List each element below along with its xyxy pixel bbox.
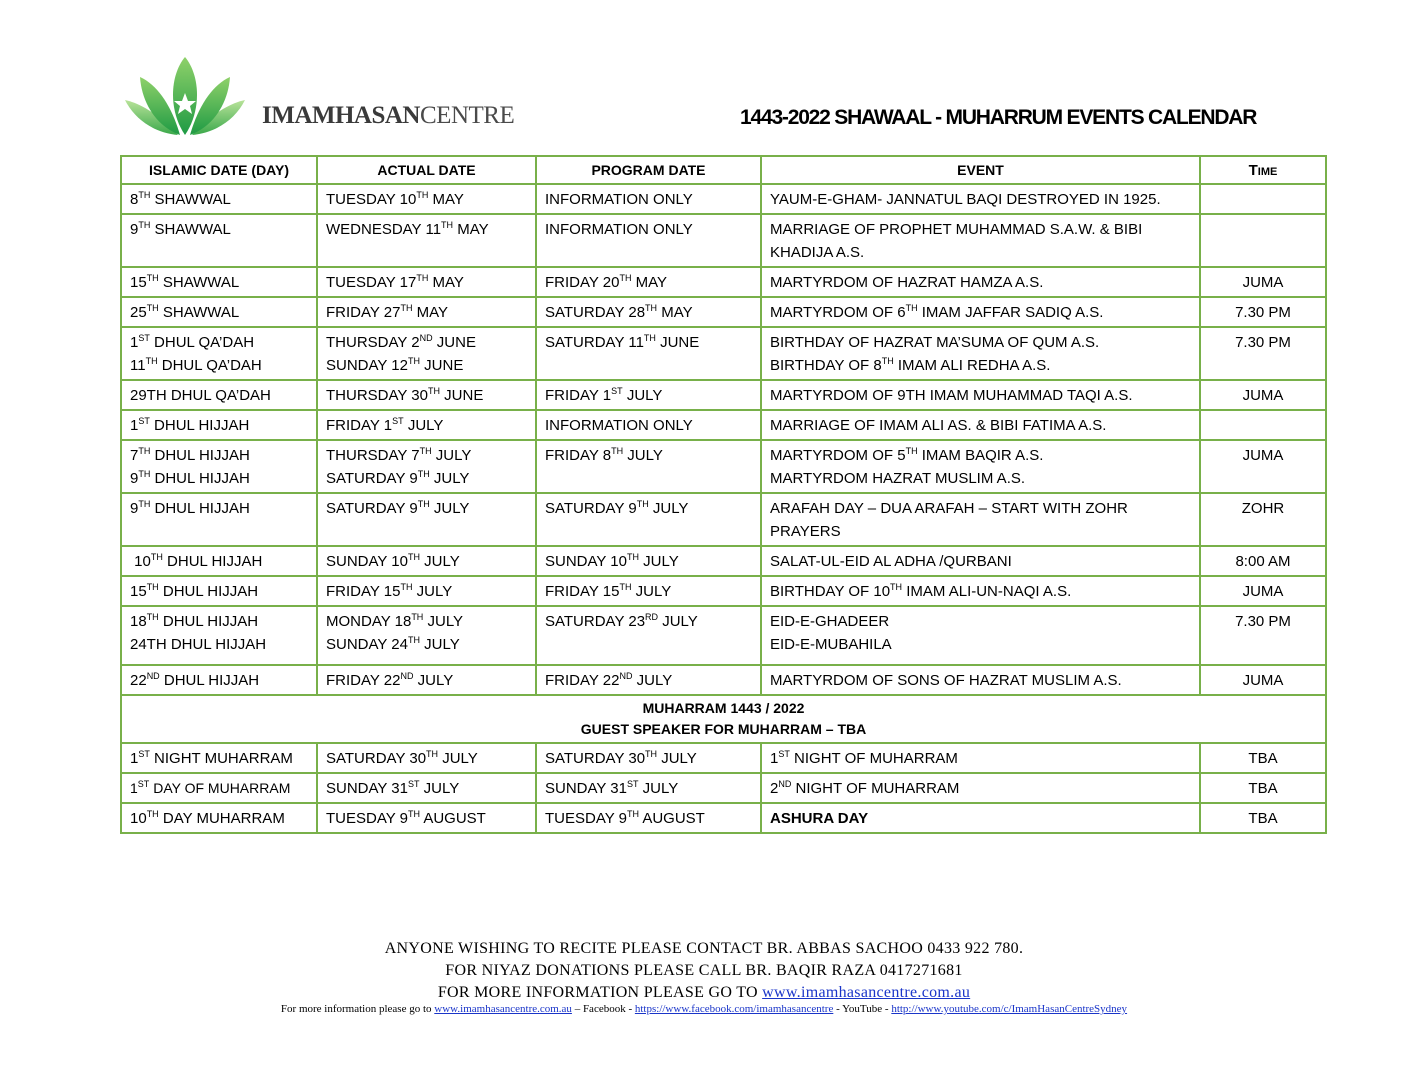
table-row: 29TH DHUL QA’DAH THURSDAY 30TH JUNE FRIDAY 1ST JULY MARTYRDOM OF 9TH IMAM MUHAMMAD TAQI A.S. JUMA <box>121 380 1326 410</box>
footer-niyaz-contact: FOR NIYAZ DONATIONS PLEASE CALL BR. BAQIR RAZA 0417271681 <box>445 962 963 979</box>
youtube-link[interactable]: http://www.youtube.com/c/ImamHasanCentreSydney <box>891 1003 1128 1015</box>
section-row <box>121 695 1326 743</box>
lotus-logo-icon <box>120 55 250 140</box>
footer-links: For more information please go to www.imamhasancentre.com.au – Facebook - https://www.facebook.com/imamhasancentre - YouTube - http://www.youtube.com/c/ImamHasanCentreSydney <box>280 1003 1128 1015</box>
col-header-actual-date: ACTUAL DATE <box>317 156 536 184</box>
table-row: 9TH DHUL HIJJAH SATURDAY 9TH JULY SATURDAY 9TH JULY ARAFAH DAY – DUA ARAFAH – START WITH ZOHR PRAYERS ZOHR <box>121 493 1326 546</box>
footer-more-info: FOR MORE INFORMATION PLEASE GO TO www.imamhasancentre.com.au <box>437 984 971 1001</box>
table-row: 10TH DHUL HIJJAH SUNDAY 10TH JULY SUNDAY 10TH JULY SALAT-UL-EID AL ADHA /QURBANI 8:00 AM <box>121 546 1326 576</box>
table-row: 1ST DAY OF MUHARRAM SUNDAY 31ST JULY SUNDAY 31ST JULY 2ND NIGHT OF MUHARRAM TBA <box>121 773 1326 803</box>
col-header-islamic-date: ISLAMIC DATE (DAY) <box>121 156 317 184</box>
table-row: 9TH SHAWWAL WEDNESDAY 11TH MAY INFORMATION ONLY MARRIAGE OF PROPHET MUHAMMAD S.A.W. & BIBI KHADIJA A.S. <box>121 214 1326 267</box>
table-row: 8TH SHAWWAL TUESDAY 10TH MAY INFORMATION ONLY YAUM-E-GHAM- JANNATUL BAQI DESTROYED IN 1925. <box>121 184 1326 214</box>
org-name <box>262 102 514 130</box>
col-header-event: EVENT <box>761 156 1200 184</box>
org-name-light: CENTRE <box>420 102 515 129</box>
table-row: 15TH SHAWWAL TUESDAY 17TH MAY FRIDAY 20TH MAY MARTYRDOM OF HAZRAT HAMZA A.S. JUMA <box>121 267 1326 297</box>
page-title: 1443-2022 SHAWAAL - MUHARRUM EVENTS CALENDAR <box>740 106 1257 129</box>
website-link[interactable]: www.imamhasancentre.com.au <box>762 984 971 1001</box>
col-header-time: Time <box>1200 156 1326 184</box>
table-row: 22ND DHUL HIJJAH FRIDAY 22ND JULY FRIDAY 22ND JULY MARTYRDOM OF SONS OF HAZRAT MUSLIM A.S. JUMA <box>121 665 1326 695</box>
table-row: 18TH DHUL HIJJAH 24TH DHUL HIJJAH MONDAY 18TH JULY SUNDAY 24TH JULY SATURDAY 23RD JULY EID-E-GHADEER EID-E-MUBAHILA 7.30 PM <box>121 606 1326 665</box>
org-name-bold: IMAMHASAN <box>262 102 420 129</box>
table-row: 10TH DAY MUHARRAM TUESDAY 9TH AUGUST TUESDAY 9TH AUGUST ASHURA DAY TBA <box>121 803 1326 833</box>
table-row: 1ST NIGHT MUHARRAM SATURDAY 30TH JULY SATURDAY 30TH JULY 1ST NIGHT OF MUHARRAM TBA <box>121 743 1326 773</box>
footer-recite-contact: ANYONE WISHING TO RECITE PLEASE CONTACT BR. ABBAS SACHOO 0433 922 780. <box>384 940 1024 957</box>
facebook-link[interactable]: https://www.facebook.com/imamhasancentre <box>634 1003 834 1015</box>
section-heading: MUHARRAM 1443 / 2022 GUEST SPEAKER FOR MUHARRAM – TBA <box>121 695 1326 743</box>
table-header-row <box>121 156 1326 184</box>
table-row: 15TH DHUL HIJJAH FRIDAY 15TH JULY FRIDAY 15TH JULY BIRTHDAY OF 10TH IMAM ALI-UN-NAQI A.S. JUMA <box>121 576 1326 606</box>
website-link-small[interactable]: www.imamhasancentre.com.au <box>434 1003 572 1015</box>
col-header-program-date: PROGRAM DATE <box>536 156 761 184</box>
events-calendar-table <box>120 155 1327 834</box>
table-row: 25TH SHAWWAL FRIDAY 27TH MAY SATURDAY 28TH MAY MARTYRDOM OF 6TH IMAM JAFFAR SADIQ A.S. 7.30 PM <box>121 297 1326 327</box>
table-row: 1ST DHUL QA’DAH 11TH DHUL QA’DAH THURSDAY 2ND JUNE SUNDAY 12TH JUNE SATURDAY 11TH JUNE BIRTHDAY OF HAZRAT MA’SUMA OF QUM A.S. BIRTHDAY OF 8TH IMAM ALI REDHA A.S. 7.30 PM <box>121 327 1326 380</box>
table-row: 1ST DHUL HIJJAH FRIDAY 1ST JULY INFORMATION ONLY MARRIAGE OF IMAM ALI AS. & BIBI FATIMA A.S. <box>121 410 1326 440</box>
table-row: 7TH DHUL HIJJAH 9TH DHUL HIJJAH THURSDAY 7TH JULY SATURDAY 9TH JULY FRIDAY 8TH JULY MARTYRDOM OF 5TH IMAM BAQIR A.S. MARTYRDOM HAZRAT MUSLIM A.S. JUMA <box>121 440 1326 493</box>
